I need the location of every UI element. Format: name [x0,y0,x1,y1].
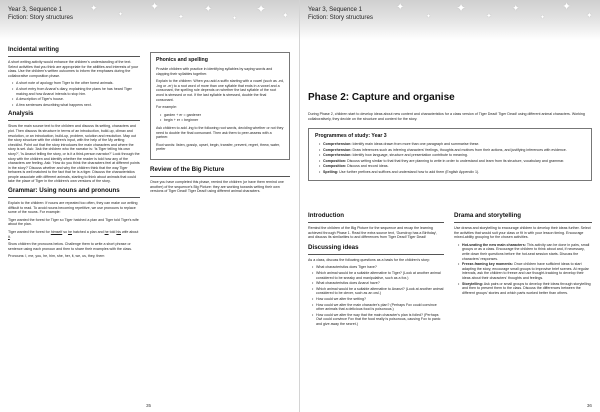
grammar-text: Explain to the children: If nouns are repeated too often, they can make our writing difficult to read. To avoid nouns becoming repetitive, we use pronouns to replace some of the nouns. For example: [8,201,138,215]
list-item: • Spelling: Use further prefixes and suffixes and understand how to add them (English Appendix 1). [319,170,585,175]
list-item: • garden + er = gardener [160,113,284,118]
star-icon: ✦ [512,3,520,13]
list-item: • How could we alter the setting? [312,297,444,302]
analysis-heading: Analysis [8,110,34,118]
incidental-heading: Incidental writing [8,46,59,53]
phase-title: Phase 2: Capture and organise [308,92,455,103]
divider [150,176,290,177]
review-text: Once you have completed this phase, remind the children (or have them remind one another) of the sequence's Big Picture: they are working towards writing their own versions of Tiger Dead! Tiger Dead! using different animal characters. [150,179,284,194]
star-icon: ✦ [178,14,184,21]
list-item: • Comprehension: Identify main ideas drawn from more than one paragraph and summarise these. [319,142,585,147]
phonics-text: Provide children with practice in identifying syllables by saying words and clapping their syllables together. [156,67,273,76]
left-header [8,6,73,22]
drama-list [458,243,592,296]
list-item: • A few sentences describing what happens next. [12,103,140,108]
header-year: Year 3, Sequence 1 [308,6,363,13]
divider [308,254,444,255]
star-icon: ✦ [90,3,98,13]
divider [454,222,592,223]
list-item: • Freeze-framing key moments: Once children have sufficient ideas to start adapting the story, encourage small groups to improvise brief scenes. At regular intervals, ask the children to freeze and use thought-tracking to develop their ideas about their characters' thoughts and feelings. [458,262,592,280]
introduction-heading: Introduction [308,212,345,219]
divider [308,222,444,223]
drama-heading: Drama and storytelling [454,212,522,219]
list-item: • What characteristics does Tiger have? [312,265,444,270]
phonics-box [150,52,290,160]
star-icon: ✦ [232,16,238,22]
list-item: • How could we alter the way that the main character's plan is foiled? (Perhaps Owl could convince Fox that the food really is poisonous, causing Fox to panic and give away the secret.) [312,313,444,327]
left-column [8,46,140,262]
star-icon: ✦ [540,15,546,21]
discussing-list [312,265,444,326]
right-page-left-column [308,212,444,330]
star-icon: ✦ [150,1,160,13]
analysis-text: Show the main source text to the children and discuss its setting, characters and plot. Then discuss its structure in terms of an introduction, build-up, climax and resolution, or an introduction, build-up, problem, solution and resolution. Map out the story structure with the children's input, with the help of the My writing checklist. Point out that the story introduces the main characters and where the story is set. Ask: 'Ask the children who the narrator is: 'Is Tiger telling his own story?', 'Is Ananzi telling the story, or is it a third-person narrator?' Look through the story with the children and identify whether the reader is told how any of the characters are feeling. Ask: 'How do you think the characters feel at different points in the story?' Discuss whether and why the children think that the way Tiger behaves is well matched to the fact that he is a tiger. Discuss the characteristics people associate with different animals, starting to think about animals that could take the place of Tiger in the children's own versions of the story. [8,124,140,184]
phase-intro-block [308,92,592,124]
list-item: • How could we alter the main character's plan? (Perhaps Fox could convince other animals that a delicious food is poisonous.) [312,303,444,312]
star-icon: ✦ [456,1,467,15]
phonics-task: Ask children to add -ing to the following root words, deciding whether or not they need to double the final consonant. Then ask them to peer-assess with a partner. [156,125,284,140]
list-item: • Composition: Discuss and record ideas. [319,164,585,169]
introduction-text: Remind the children of the Big Picture for the sequence and recap the learning achieved through Phase 1. Read the extra source text, 'Gumdrop has a Birthday', and discuss its similarities to and differences from Tiger Dead! Tiger Dead! [308,226,438,240]
list-item: • A description of Tiger's house. [12,97,140,102]
star-icon: ✦ [426,14,432,20]
grammar-example-pronouns: Tiger wanted the forest for himself so he hatched a plan and he told his wife about it. [8,230,139,239]
right-page [300,0,600,412]
review-heading: Review of the Big Picture [150,165,225,173]
list-item: • Comprehension: Draw inferences such as inferring characters' feelings, thoughts and motives from their actions, and justifying inferences with evidence. [319,148,585,153]
programmes-list [319,142,585,175]
list-item: • A short entry from Ananzi's diary, explaining the plans he has heard Tiger making and how Ananzi intends to stop him. [12,87,140,96]
discussing-heading: Discussing ideas [308,243,359,251]
star-icon: ✦ [562,1,572,13]
header-year: Year 3, Sequence 1 [8,6,63,13]
star-icon: ✦ [256,2,267,16]
phase-intro: During Phase 2, children start to develop ideas about new content and characteristics for a class version of Tiger Dead! Tiger Dead! using different animal characters. Working collaboratively, they decide on the structure and content for the story. [308,112,585,121]
list-item: • Comprehension: Identify how language, structure and presentation contribute to meaning. [319,153,585,158]
star-icon: ✦ [282,11,289,20]
page-number: 36 [586,403,592,408]
phonics-for-example: For example: [156,105,177,110]
grammar-example-repetitive: Tiger wanted the forest for Tiger so Tiger hatched a plan and Tiger told Tiger's wife about the plan. [8,217,139,227]
grammar-challenge: Show children the pronouns below. Challenge them to write a short phrase or sentence using each pronoun and then to share their examples with the class. [8,242,133,251]
incidental-list [12,81,140,107]
list-item: • Which animal would be a suitable alternative to Ananzi? (Look at another animal considered to be clever, such as an owl.) [312,287,444,296]
phonics-examples [160,113,284,123]
left-page-right-column [150,52,290,197]
right-header [308,6,373,22]
list-item: • Composition: Discuss writing similar to that that they are planning to write in order to understand and learn from its structure, vocabulary and grammar. [319,159,585,164]
divider [8,56,140,57]
phonics-root-words: Root words: listen, gossip, upset, begin, transfer, prevent, regret, threw, water, prefer [156,142,281,152]
programmes-heading: Programmes of study: Year 3 [315,133,387,139]
phonics-rule: Explain to the children: When you add a suffix starting with a vowel (such as -ed, -ing or -er) to a root word of more than one syllable that ends in a vowel and a consonant, the spelling rule depends on whether the last syllable of the root word is stressed or not. If the last syllable is stressed, double the final consonant. [156,79,284,102]
list-item: • begin + er = beginner [160,118,284,123]
list-item: • Storytelling: Ask pairs or small groups to develop their ideas through storytelling and then to present them to the class. Discuss the differences between the different groups' stories and which parts worked better than others. [458,282,592,296]
list-item: • Which animal would be a suitable alternative to Tiger? (Look at another animal considered to be sneaky and manipulative, such as a fox.) [312,271,444,280]
page-number: 35 [146,403,152,408]
drama-intro: Use drama and storytelling to encourage children to develop their ideas further. Select the activities that would suit your class or fit in with your lesson timing. Encourage mixed-ability grouping for the chosen activities. [454,226,591,240]
star-icon: ✦ [396,2,405,13]
grammar-pronouns: Pronouns: I, me, you, he, him, she, her, it, we, us, they, them [8,254,105,259]
list-item: • Hot-seating the new main characters: This activity can be done in pairs, small groups or as a class. Encourage the children to think about and, if necessary, write down their questions before the hot-seat session starts. Discuss the characters' responses. [458,243,592,261]
right-page-right-column [454,212,592,298]
star-icon: ✦ [486,13,492,20]
grammar-heading: Grammar: Using nouns and pronouns [8,187,120,195]
divider [8,197,140,198]
list-item: • What characteristics does Ananzi have? [312,281,444,286]
star-icon: ✦ [586,11,593,20]
list-item: • A short note of apology from Tiger to the other forest animals. [12,81,140,86]
discussing-intro: As a class, discuss the following questions as a basis for the children's story: [308,257,430,262]
incidental-intro: A short writing activity would enhance the children's understanding of the text. Select activities that you think are appropriate for the abilities and interests of your class. Use the children's written outcomes to inform the emphases during the collaborative composition phase. [8,60,139,78]
star-icon: ✦ [204,4,213,15]
header-unit: Fiction: Story structures [8,14,73,21]
header-unit: Fiction: Story structures [308,14,373,21]
star-icon: ✦ [118,12,124,18]
programmes-box [308,128,592,181]
divider [8,120,140,121]
phonics-heading: Phonics and spelling [156,57,208,63]
